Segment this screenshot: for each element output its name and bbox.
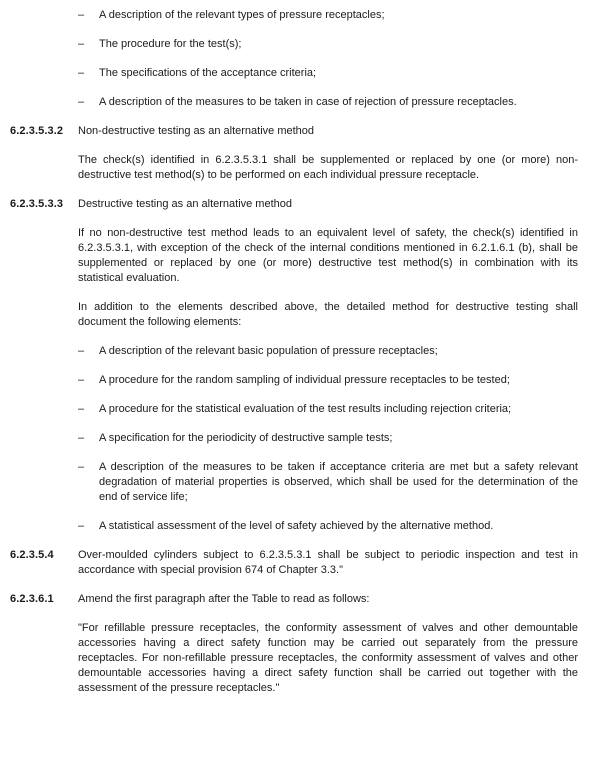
paragraph: In addition to the elements described above, the detailed method for destructive testing shall document the following elements:: [78, 301, 578, 328]
bullet-item: [78, 344, 578, 359]
quoted-paragraph: "For refillable pressure receptacles, the conformity assessment of valves and other demountable accessories having a direct safety function may be carried out separately from the pressure receptacles. For non-refillable pressure receptacles, the conformity assessment of valves and other demountable accessories having a direct safety function shall be carried out together with the assessment of the pressure receptacles.": [78, 622, 578, 694]
bullet-marker: –: [78, 403, 85, 415]
bullet-text: The procedure for the test(s);: [99, 38, 242, 50]
section-number: 6.2.3.5.4: [10, 549, 54, 561]
section-6-2-3-6-1: [10, 592, 578, 607]
bullet-marker: –: [78, 345, 85, 357]
bullet-text: A procedure for the statistical evaluation of the test results including rejection criteria;: [99, 403, 512, 415]
section-heading: Destructive testing as an alternative method: [78, 198, 293, 210]
bullet-text: A description of the measures to be taken if acceptance criteria are met but a safety relevant degradation of material properties is observed, which shall be used for the determination of the end of service life;: [99, 461, 578, 503]
bullet-marker: –: [78, 96, 85, 108]
bullet-text: A description of the relevant basic population of pressure receptacles;: [99, 345, 438, 357]
bullet-marker: –: [78, 432, 85, 444]
paragraph: The check(s) identified in 6.2.3.5.3.1 shall be supplemented or replaced by one (or more) non-destructive test method(s) to be performed on each individual pressure receptacle.: [78, 154, 578, 181]
section-number: 6.2.3.6.1: [10, 593, 54, 605]
bullet-item: [78, 95, 578, 110]
bullet-marker: –: [78, 67, 85, 79]
section-heading: Non-destructive testing as an alternative method: [78, 125, 315, 137]
bullet-text: The specifications of the acceptance criteria;: [99, 67, 317, 79]
bullet-item: [78, 402, 578, 417]
bullet-text: A description of the relevant types of pressure receptacles;: [99, 9, 385, 21]
bullet-item: [78, 37, 578, 52]
bullet-item: [78, 8, 578, 23]
section-number: 6.2.3.5.3.3: [10, 198, 64, 210]
bullet-item: [78, 66, 578, 81]
section-6-2-3-5-3-2: [10, 124, 578, 139]
bullet-item: [78, 519, 578, 534]
bullet-marker: –: [78, 9, 85, 21]
bullet-text: A statistical assessment of the level of safety achieved by the alternative method.: [99, 520, 494, 532]
bullet-item: [78, 373, 578, 388]
bullet-text: A specification for the periodicity of destructive sample tests;: [99, 432, 393, 444]
section-number: 6.2.3.5.3.2: [10, 125, 64, 137]
bullet-text: A description of the measures to be taken in case of rejection of pressure receptacles.: [99, 96, 517, 108]
bullet-text: A procedure for the random sampling of individual pressure receptacles to be tested;: [99, 374, 510, 386]
destructive-testing-bullet-list: [10, 344, 578, 534]
bullet-marker: –: [78, 374, 85, 386]
section-6-2-3-5-3-3: [10, 197, 578, 212]
paragraph: Amend the first paragraph after the Table to read as follows:: [78, 593, 370, 605]
bullet-marker: –: [78, 38, 85, 50]
intro-bullet-list: [10, 8, 578, 110]
bullet-marker: –: [78, 520, 85, 532]
bullet-item: [78, 431, 578, 446]
paragraph: Over-moulded cylinders subject to 6.2.3.5.3.1 shall be subject to periodic inspection and test in accordance with special provision 674 of Chapter 3.3.": [78, 549, 578, 576]
bullet-marker: –: [78, 461, 85, 473]
paragraph: If no non-destructive test method leads to an equivalent level of safety, the check(s) identified in 6.2.3.5.3.1, with exception of the check of the internal conditions mentioned in 6.2.1.6.1 (b), shall be supplemented or replaced by one (or more) destructive test method(s) in combination with its statistical evaluation.: [78, 227, 578, 284]
section-6-2-3-5-4: [10, 548, 578, 578]
bullet-item: [78, 460, 578, 505]
